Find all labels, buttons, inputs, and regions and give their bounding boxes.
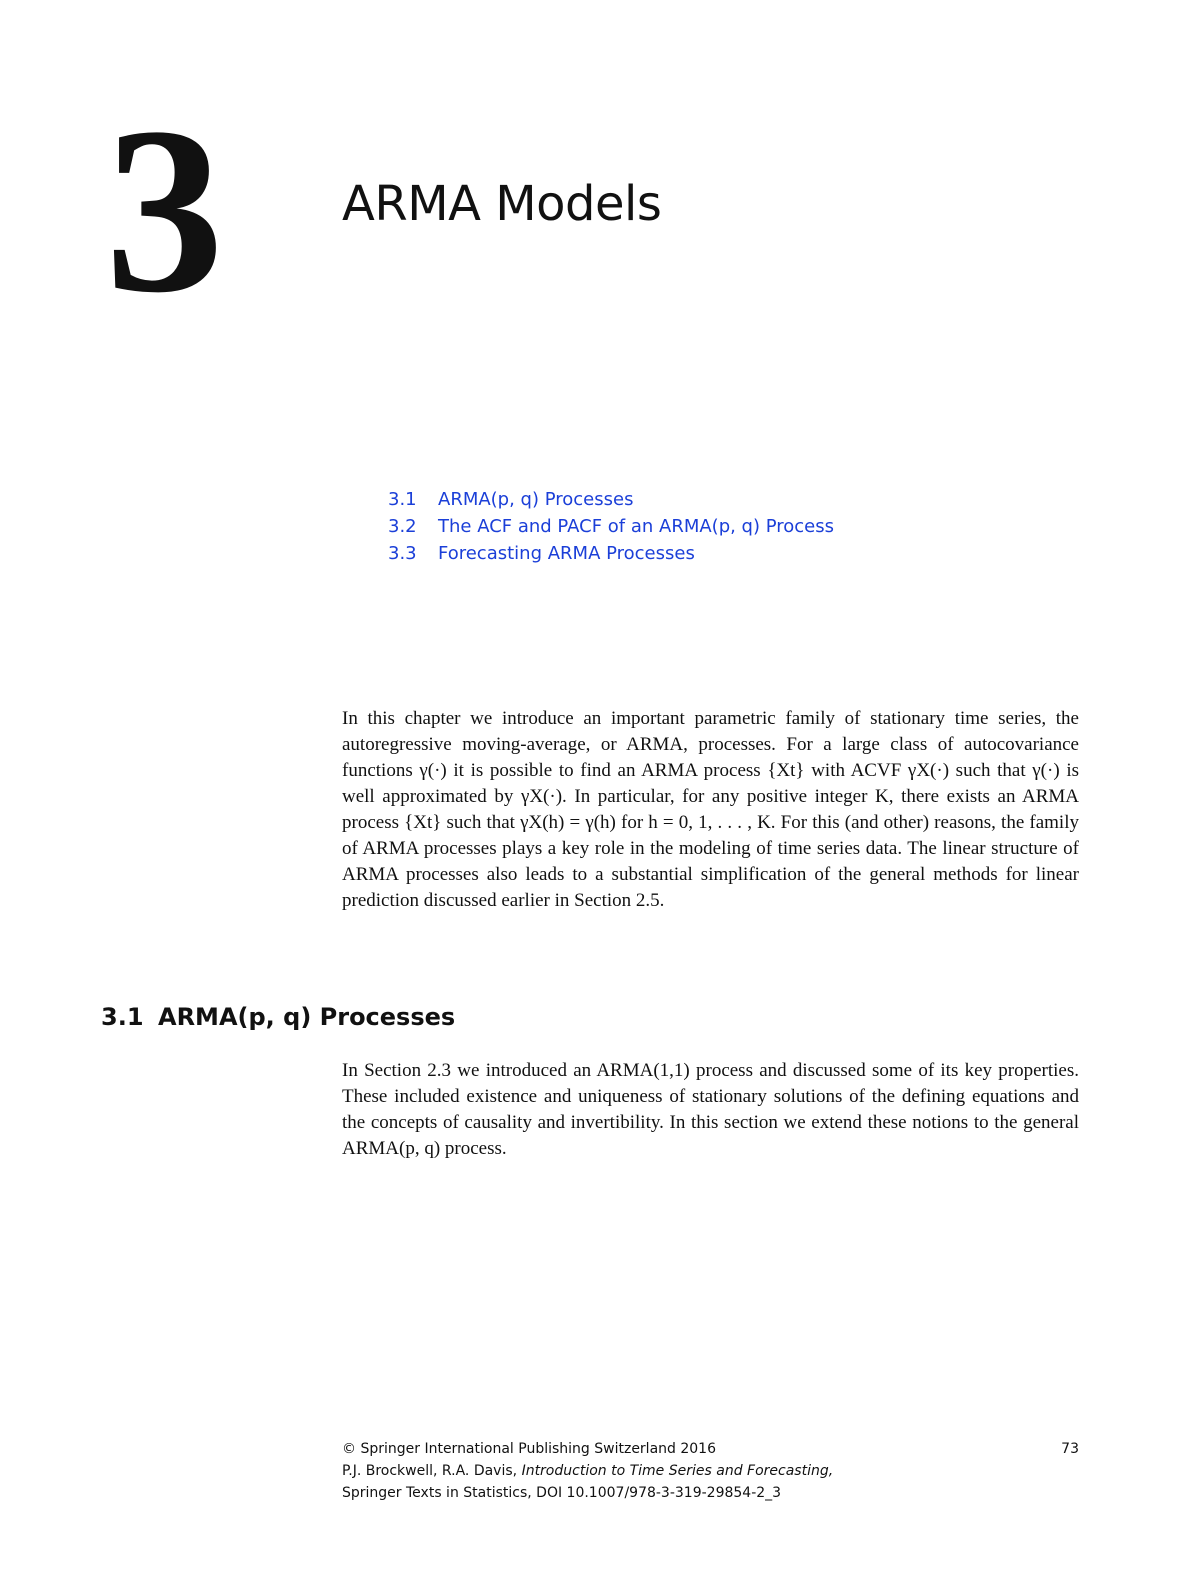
authors-text: P.J. Brockwell, R.A. Davis, bbox=[342, 1463, 518, 1479]
footer-citation-line bbox=[342, 1460, 1079, 1482]
toc-item-label: The ACF and PACF of an ARMA(p, q) Process bbox=[438, 516, 835, 537]
toc-item-label: Forecasting ARMA Processes bbox=[438, 543, 695, 564]
intro-paragraph: In this chapter we introduce an important parametric family of stationary time series, the autoregressive moving-average, or ARMA, processes. For a large class of autocovariance functions γ(·) it is possible to find an ARMA process {Xt} with ACVF γX(·) such that γ(·) is well approximated by γX(·). In particular, for any positive integer K, there exists an ARMA process {Xt} such that γX(h) = γ(h) for h = 0, 1, . . . , K. For this (and other) reasons, the family of ARMA processes plays a key role in the modeling of time series data. The linear structure of ARMA processes also leads to a substantial simplification of the general methods for linear prediction discussed earlier in Section 2.5. bbox=[342, 708, 1079, 911]
toc-item-3-2[interactable] bbox=[388, 513, 834, 540]
book-title: Introduction to Time Series and Forecasting, bbox=[521, 1463, 834, 1479]
footer-series-line: Springer Texts in Statistics, DOI 10.1007/978-3-319-29854-2_3 bbox=[342, 1485, 782, 1501]
page-number: 73 bbox=[1061, 1441, 1079, 1457]
copyright-text: © Springer International Publishing Switzerland 2016 bbox=[342, 1441, 716, 1457]
toc-item-number: 3.1 bbox=[388, 489, 417, 510]
toc-item-number: 3.3 bbox=[388, 543, 417, 564]
section-number: 3.1 bbox=[101, 1003, 144, 1031]
section-body-paragraph: In Section 2.3 we introduced an ARMA(1,1) process and discussed some of its key properties. These included existence and uniqueness of stationary solutions of the defining equations and the concepts of causality and invertibility. In this section we extend these notions to the general ARMA(p, q) process. bbox=[342, 1060, 1079, 1159]
toc-item-number: 3.2 bbox=[388, 516, 417, 537]
section-title: ARMA(p, q) Processes bbox=[158, 1003, 456, 1031]
chapter-number: 3 bbox=[105, 79, 224, 342]
table-of-contents bbox=[388, 486, 834, 567]
toc-item-label: ARMA(p, q) Processes bbox=[438, 489, 634, 510]
toc-item-3-3[interactable] bbox=[388, 540, 834, 567]
toc-item-3-1[interactable] bbox=[388, 486, 834, 513]
chapter-title: ARMA Models bbox=[342, 176, 662, 232]
footer-copyright-line bbox=[342, 1438, 1079, 1460]
page-footer bbox=[342, 1438, 1079, 1504]
section-heading bbox=[101, 1000, 455, 1034]
